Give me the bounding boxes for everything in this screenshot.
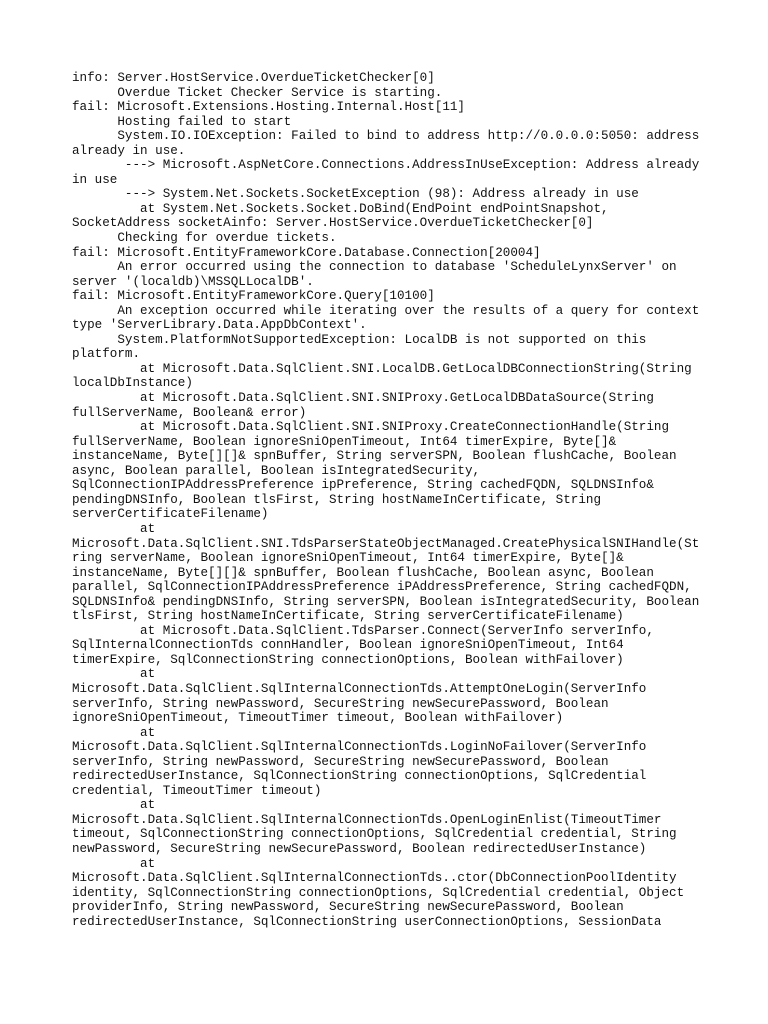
log-page [72,71,712,929]
log-output-text: info: Server.HostService.OverdueTicketChecker[0] Overdue Ticket Checker Service is starting. fail: Microsoft.Extensions.Hosting.Internal.Host[11] Hosting failed to start System.IO.IOException: Failed to bind to address http://0.0.0.0:5050: address already in use. ---> Microsoft.AspNetCore.Connections.AddressInUseException: Address already in use ---> System.Net.Sockets.SocketException (98): Address already in use at System.Net.Sockets.Socket.DoBind(EndPoint endPointSnapshot, SocketAddress socketAinfo: Server.HostService.OverdueTicketChecker[0] Checking for overdue tickets. fail: Microsoft.EntityFrameworkCore.Database.Connection[20004] An error occurred using the connection to database 'ScheduleLynxServer' on server '(localdb)\MSSQLLocalDB'. fail: Microsoft.EntityFrameworkCore.Query[10100] An exception occurred while iterating over the results of a query for context type 'ServerLibrary.Data.AppDbContext'. System.PlatformNotSupportedException: LocalDB is not supported on this platform. at Microsoft.Data.SqlClient.SNI.LocalDB.GetLocalDBConnectionString(String localDbInstance) at Microsoft.Data.SqlClient.SNI.SNIProxy.GetLocalDBDataSource(String fullServerName, Boolean& error) at Microsoft.Data.SqlClient.SNI.SNIProxy.CreateConnectionHandle(String fullServerName, Boolean ignoreSniOpenTimeout, Int64 timerExpire, Byte[]& instanceName, Byte[][]& spnBuffer, String serverSPN, Boolean flushCache, Boolean async, Boolean parallel, Boolean isIntegratedSecurity, SqlConnectionIPAddressPreference ipPreference, String cachedFQDN, SQLDNSInfo& pendingDNSInfo, Boolean tlsFirst, String hostNameInCertificate, String serverCertificateFilename) at Microsoft.Data.SqlClient.SNI.TdsParserStateObjectManaged.CreatePhysicalSNIHandle(St ring serverName, Boolean ignoreSniOpenTimeout, Int64 timerExpire, Byte[]& instanceName, Byte[][]& spnBuffer, Boolean flushCache, Boolean async, Boolean parallel, SqlConnectionIPAddressPreference iPAddressPreference, String cachedFQDN, SQLDNSInfo& pendingDNSInfo, String serverSPN, Boolean isIntegratedSecurity, Boolean tlsFirst, String hostNameInCertificate, String serverCertificateFilename) at Microsoft.Data.SqlClient.TdsParser.Connect(ServerInfo serverInfo, SqlInternalConnectionTds connHandler, Boolean ignoreSniOpenTimeout, Int64 timerExpire, SqlConnectionString connectionOptions, Boolean withFailover) at Microsoft.Data.SqlClient.SqlInternalConnectionTds.AttemptOneLogin(ServerInfo serverInfo, String newPassword, SecureString newSecurePassword, Boolean ignoreSniOpenTimeout, TimeoutTimer timeout, Boolean withFailover) at Microsoft.Data.SqlClient.SqlInternalConnectionTds.LoginNoFailover(ServerInfo serverInfo, String newPassword, SecureString newSecurePassword, Boolean redirectedUserInstance, SqlConnectionString connectionOptions, SqlCredential credential, TimeoutTimer timeout) at Microsoft.Data.SqlClient.SqlInternalConnectionTds.OpenLoginEnlist(TimeoutTimer timeout, SqlConnectionString connectionOptions, SqlCredential credential, String newPassword, SecureString newSecurePassword, Boolean redirectedUserInstance) at Microsoft.Data.SqlClient.SqlInternalConnectionTds..ctor(DbConnectionPoolIdentity identity, SqlConnectionString connectionOptions, SqlCredential credential, Object providerInfo, String newPassword, SecureString newSecurePassword, Boolean redirectedUserInstance, SqlConnectionString userConnectionOptions, SessionData [72,71,700,929]
